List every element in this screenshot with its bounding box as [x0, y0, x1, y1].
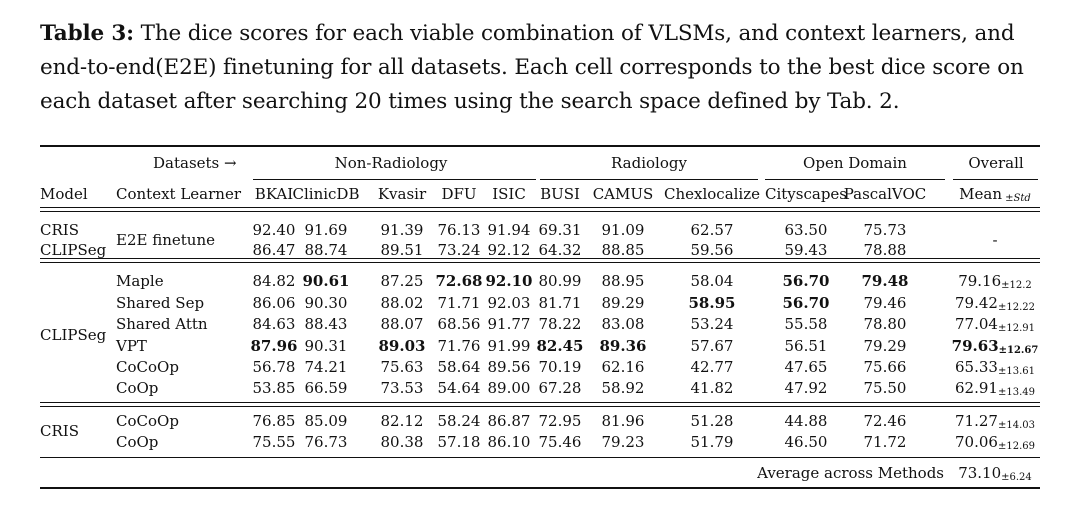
score-cell: 56.51 — [784, 337, 828, 355]
group-underline — [765, 179, 945, 180]
score-cell: 59.43 — [784, 241, 828, 259]
score-cell: 82.45 — [536, 337, 584, 355]
model-header: Model — [40, 185, 88, 203]
score-cell: 82.12 — [380, 412, 424, 430]
score-cell: 89.03 — [378, 337, 426, 355]
mean-cell — [935, 294, 1055, 315]
score-cell: 75.55 — [252, 433, 296, 451]
score-cell: 54.64 — [437, 379, 481, 397]
score-cell: 57.67 — [690, 337, 734, 355]
score-cell: 87.96 — [250, 337, 298, 355]
column-header: CAMUS — [592, 185, 654, 203]
mean-cell — [935, 315, 1055, 336]
score-cell: 46.50 — [784, 433, 828, 451]
score-cell: 62.16 — [601, 358, 645, 376]
score-cell: 88.02 — [380, 294, 424, 312]
score-cell: 75.63 — [380, 358, 424, 376]
context-learner: CoOp — [116, 433, 159, 451]
group-underline — [953, 179, 1038, 180]
caption-text: The dice scores for each viable combination of VLSMs, and context learners, and end-to-end(E2E) finetuning for all datasets. Each cell corresponds to the best dice score on each dataset after searching 20 times using the search space defined by Tab. 2. — [40, 21, 1024, 114]
header-rule-1 — [40, 207, 1040, 208]
score-cell: 69.31 — [538, 221, 582, 239]
score-cell: 87.25 — [380, 272, 424, 290]
score-cell: 73.24 — [437, 241, 481, 259]
score-cell: 56.78 — [252, 358, 296, 376]
context-learner: Shared Sep — [116, 294, 205, 312]
mean-cell — [935, 272, 1055, 293]
score-cell: 64.32 — [538, 241, 582, 259]
score-cell: 92.40 — [252, 221, 296, 239]
score-cell: 91.69 — [304, 221, 348, 239]
score-cell: 58.95 — [688, 294, 736, 312]
column-header: ISIC — [492, 185, 526, 203]
bottom-rule — [40, 487, 1040, 489]
score-cell: 75.46 — [538, 433, 582, 451]
score-cell: 86.47 — [252, 241, 296, 259]
model-name: CRIS — [40, 422, 79, 440]
mean-value: 73.10 — [958, 464, 1002, 482]
datasets-header: Datasets → — [153, 154, 237, 172]
score-cell: 76.13 — [437, 221, 481, 239]
std-value: ±12.2 — [1001, 280, 1032, 291]
score-cell: 71.71 — [437, 294, 481, 312]
column-header: ClinicDB — [292, 185, 360, 203]
score-cell: 56.70 — [782, 294, 830, 312]
score-cell: 70.19 — [538, 358, 582, 376]
score-cell: 86.10 — [487, 433, 531, 451]
score-cell: 75.50 — [863, 379, 907, 397]
std-value: ±12.67 — [998, 345, 1039, 356]
mean-value: 70.06 — [955, 433, 998, 451]
group-header: Non-Radiology — [334, 154, 448, 172]
score-cell: 72.95 — [538, 412, 582, 430]
score-cell: 63.50 — [784, 221, 828, 239]
score-cell: 41.82 — [690, 379, 734, 397]
score-cell: 73.53 — [380, 379, 424, 397]
score-cell: 68.56 — [437, 315, 481, 333]
score-cell: 88.85 — [601, 241, 645, 259]
score-cell: 86.06 — [252, 294, 296, 312]
score-cell: 91.77 — [487, 315, 531, 333]
mean-value: 62.91 — [955, 379, 998, 397]
score-cell: 84.63 — [252, 315, 296, 333]
score-cell: 91.09 — [601, 221, 645, 239]
mean-cell — [935, 412, 1055, 433]
score-cell: 58.92 — [601, 379, 645, 397]
column-header: Cityscapes — [765, 185, 847, 203]
context-learner-header: Context Learner — [116, 185, 241, 203]
score-cell: 53.24 — [690, 315, 734, 333]
context-learner: E2E finetune — [116, 231, 215, 249]
score-cell: 81.96 — [601, 412, 645, 430]
group-header: Overall — [968, 154, 1024, 172]
score-cell: 84.82 — [252, 272, 296, 290]
score-cell: 78.88 — [863, 241, 907, 259]
table-caption — [40, 17, 1050, 119]
score-cell: 47.65 — [784, 358, 828, 376]
score-cell: 56.70 — [782, 272, 830, 290]
context-learner: Maple — [116, 272, 164, 290]
std-value: ±12.22 — [997, 302, 1035, 313]
score-cell: 89.00 — [487, 379, 531, 397]
score-cell: 72.68 — [435, 272, 483, 290]
group-header: Radiology — [611, 154, 687, 172]
context-learner: Shared Attn — [116, 315, 208, 333]
column-header: Kvasir — [377, 185, 427, 203]
score-cell: 92.10 — [485, 272, 533, 290]
mean-cell — [935, 337, 1055, 358]
header-rule-2 — [40, 211, 1040, 212]
top-rule — [40, 145, 1040, 147]
average-label: Average across Methods — [757, 464, 944, 482]
score-cell: 66.59 — [304, 379, 348, 397]
score-cell: 88.95 — [601, 272, 645, 290]
score-cell: 59.56 — [690, 241, 734, 259]
score-cell: 78.80 — [863, 315, 907, 333]
score-cell: 90.31 — [304, 337, 348, 355]
score-cell: 79.46 — [863, 294, 907, 312]
group-underline — [253, 179, 536, 180]
column-header: PascalVOC — [843, 185, 927, 203]
score-cell: 47.92 — [784, 379, 828, 397]
score-cell: 92.12 — [487, 241, 531, 259]
column-header: DFU — [441, 185, 477, 203]
model-name: CLIPSeg — [40, 326, 107, 344]
score-cell: 88.74 — [304, 241, 348, 259]
context-learner: CoCoOp — [116, 412, 179, 430]
mean-value: 79.16 — [958, 272, 1002, 290]
std-value: ±12.91 — [997, 323, 1035, 334]
score-cell: 89.36 — [599, 337, 647, 355]
score-cell: 51.28 — [690, 412, 734, 430]
mean-value: 77.04 — [955, 315, 998, 333]
score-cell: 62.57 — [690, 221, 734, 239]
average-mean — [935, 464, 1055, 485]
score-cell: 79.23 — [601, 433, 645, 451]
score-cell: 44.88 — [784, 412, 828, 430]
score-cell: 71.72 — [863, 433, 907, 451]
score-cell: 74.21 — [304, 358, 348, 376]
std-value: ±13.49 — [997, 387, 1035, 398]
score-cell: 89.56 — [487, 358, 531, 376]
score-cell: 90.30 — [304, 294, 348, 312]
mean-label: Mean — [959, 185, 1002, 203]
std-value: ±6.24 — [1001, 472, 1032, 483]
group-header: Open Domain — [803, 154, 907, 172]
context-learner: CoCoOp — [116, 358, 179, 376]
score-cell: 89.51 — [380, 241, 424, 259]
score-cell: 55.58 — [784, 315, 828, 333]
score-cell: 79.48 — [861, 272, 909, 290]
score-cell: 90.61 — [302, 272, 350, 290]
score-cell: 85.09 — [304, 412, 348, 430]
mean-cell — [935, 433, 1055, 454]
model-name: CLIPSeg — [40, 241, 107, 259]
score-cell: 88.07 — [380, 315, 424, 333]
score-cell: 71.76 — [437, 337, 481, 355]
section-rule-2 — [40, 262, 1040, 263]
score-cell: 75.66 — [863, 358, 907, 376]
context-learner: CoOp — [116, 379, 159, 397]
column-header: Chexlocalize — [663, 185, 761, 203]
mean-value: 71.27 — [955, 412, 998, 430]
mean-cell — [935, 358, 1055, 379]
section-rule-3 — [40, 402, 1040, 403]
score-cell: 91.99 — [487, 337, 531, 355]
group-underline — [540, 179, 758, 180]
column-header: BUSI — [540, 185, 580, 203]
score-cell: 51.79 — [690, 433, 734, 451]
std-value: ±13.61 — [997, 366, 1035, 377]
score-cell: 78.22 — [538, 315, 582, 333]
std-value: ±12.69 — [997, 441, 1035, 452]
model-name: CRIS — [40, 221, 79, 239]
std-value: ±14.03 — [997, 420, 1035, 431]
footer-rule — [40, 457, 1040, 458]
context-learner: VPT — [116, 337, 147, 355]
score-cell: 81.71 — [538, 294, 582, 312]
score-cell: 91.94 — [487, 221, 531, 239]
score-cell: 75.73 — [863, 221, 907, 239]
score-cell: 72.46 — [863, 412, 907, 430]
score-cell: 57.18 — [437, 433, 481, 451]
score-cell: 58.64 — [437, 358, 481, 376]
column-header: BKAI — [254, 185, 294, 203]
section-rule-4 — [40, 406, 1040, 407]
score-cell: 80.38 — [380, 433, 424, 451]
score-cell: 42.77 — [690, 358, 734, 376]
score-cell: 79.29 — [863, 337, 907, 355]
score-cell: 80.99 — [538, 272, 582, 290]
mean-value: 79.63 — [951, 337, 999, 355]
mean-header — [935, 185, 1055, 206]
score-cell: 53.85 — [252, 379, 296, 397]
score-cell: 58.24 — [437, 412, 481, 430]
mean-value: 65.33 — [955, 358, 998, 376]
score-cell: 92.03 — [487, 294, 531, 312]
score-cell: 88.43 — [304, 315, 348, 333]
score-cell: 83.08 — [601, 315, 645, 333]
score-cell: 67.28 — [538, 379, 582, 397]
mean-value: 79.42 — [955, 294, 998, 312]
score-cell: 76.85 — [252, 412, 296, 430]
score-cell: 91.39 — [380, 221, 424, 239]
mean-cell — [935, 379, 1055, 400]
score-cell: 58.04 — [690, 272, 734, 290]
score-cell: 89.29 — [601, 294, 645, 312]
mean-cell: - — [992, 231, 998, 249]
score-cell: 86.87 — [487, 412, 531, 430]
std-label: ±Std — [1002, 193, 1031, 204]
caption-label: Table 3: — [40, 21, 134, 46]
score-cell: 76.73 — [304, 433, 348, 451]
